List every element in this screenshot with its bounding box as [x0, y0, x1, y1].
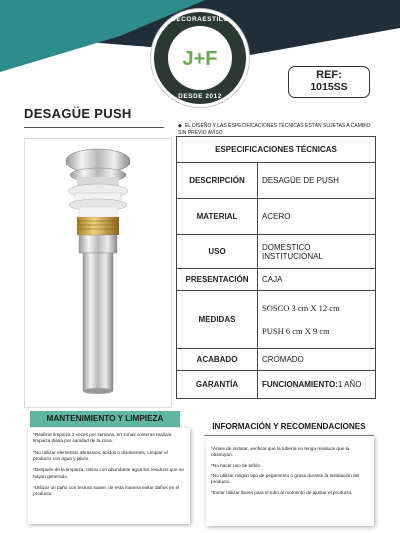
logo-inner-circle: [168, 26, 232, 90]
spec-row-presentacion: [177, 269, 376, 291]
list-item: *No utilizar ningún tipo de pegamento o grasa durante la instalación del producto.: [211, 473, 360, 485]
spec-value-line: DESAGÜE DE PUSH: [262, 176, 339, 185]
spec-value-line: DOMESTICO: [262, 242, 311, 252]
list-item: *No hacer uso de teflón.: [211, 462, 262, 468]
spec-notice: [178, 123, 378, 137]
list-item: *Antes de instalar, verificar que la tubería no tenga residuos que la obstruyan.: [211, 446, 350, 458]
reference-label: REF:: [316, 69, 342, 81]
spec-key: DESCRIPCIÓN: [177, 163, 258, 199]
information-box: [206, 436, 374, 526]
maintenance-list: [28, 428, 190, 498]
spec-row-uso: [177, 235, 376, 269]
spec-row-descripcion: [177, 163, 376, 199]
spec-key: ACABADO: [177, 349, 258, 371]
notice-bullet-icon: ◆: [178, 123, 182, 129]
spec-value: [258, 199, 376, 235]
spec-value-line: PUSH 6 cm X 9 cm: [262, 325, 330, 336]
spec-row-acabado: [177, 349, 376, 371]
list-item: *Realizar limpieza 2 veces por semana, en zonas costeras realizar limpieza diaria por sanidad de la zona.: [33, 432, 172, 444]
reference-code: 1015SS: [310, 80, 348, 93]
spec-value-line: ACERO: [262, 212, 291, 221]
push-drain-icon: [25, 139, 171, 407]
list-item: *Evitar utilizar llaves para el tubo al momento de ajustar el producto.: [211, 489, 353, 495]
notice-text: EL DISEÑO Y LAS ESPECIFICACIONES TÉCNICAS ESTÁN SUJETAS A CAMBIO SIN PREVIO AVISO.: [178, 123, 371, 136]
product-photo: [24, 138, 172, 408]
maintenance-box: [28, 428, 190, 524]
spec-value: [258, 349, 376, 371]
spec-value-line: INSTITUCIONAL: [262, 251, 323, 261]
spec-key: USO: [177, 235, 258, 269]
spec-key: PRESENTACIÓN: [177, 269, 258, 291]
spec-row-material: [177, 199, 376, 235]
list-item: *No utilizar elementos abrasivos, ácidos o disolventes. Limpiar el producto con agua y jabón.: [33, 449, 168, 462]
specifications-table: [176, 136, 376, 399]
spec-row-medidas: [177, 291, 376, 349]
warranty-label: FUNCIONAMIENTO:: [262, 380, 338, 389]
spec-value-line: CAJA: [262, 275, 283, 284]
title-underline: [24, 127, 164, 128]
spec-value: [258, 235, 376, 269]
spec-key: GARANTÍA: [177, 371, 258, 399]
information-list: [206, 436, 374, 496]
spec-row-garantia: [177, 371, 376, 399]
information-title: INFORMACIÓN Y RECOMENDACIONES: [204, 418, 374, 436]
spec-value-line: CROMADO: [262, 355, 304, 364]
spec-value: [258, 291, 376, 349]
brand-logo: [154, 12, 246, 104]
spec-table-header: ESPECIFICACIONES TÉCNICAS: [177, 137, 376, 163]
warranty-value: 1 AÑO: [337, 380, 362, 389]
spec-key: MEDIDAS: [177, 291, 258, 349]
spec-value: [258, 371, 376, 399]
reference-box: [288, 66, 370, 98]
list-item: *Utilizar un paño con textura suave, de esta manera evitar daños en el producto.: [33, 485, 180, 497]
maintenance-title: MANTENIMIENTO Y LIMPIEZA: [30, 411, 180, 427]
spec-key: MATERIAL: [177, 199, 258, 235]
spec-value-line: SOSCO 3 cm X 12 cm: [262, 303, 340, 314]
logo-bottom-text: DESDE 2012: [178, 93, 222, 100]
page-title: DESAGÜE PUSH: [24, 106, 132, 121]
logo-mark: J+F: [182, 48, 218, 70]
spec-value: [258, 269, 376, 291]
logo-top-text: DECORAESTILO: [171, 16, 229, 23]
spec-header-row: [177, 137, 376, 163]
list-item: *Después de la limpieza, retirar con abundante agua los residuos que se hayan generado.: [33, 467, 184, 479]
spec-value: [258, 163, 376, 199]
